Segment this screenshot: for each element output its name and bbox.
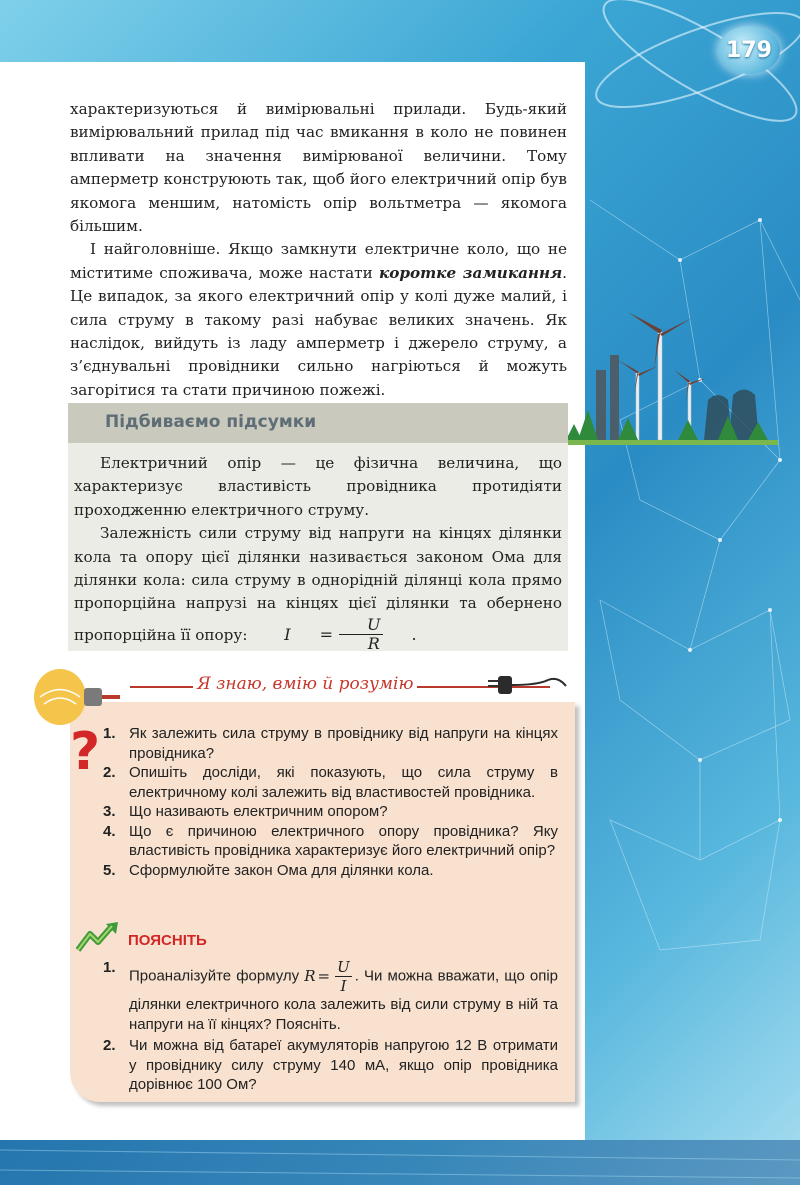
formula-denominator: I xyxy=(340,977,347,995)
paragraph-short-circuit-intro: І найголовніше. Якщо замкнути електричне коло, що не міститиме споживача, може настати xyxy=(70,240,567,282)
formula-numerator: U xyxy=(337,958,350,976)
list-item xyxy=(103,724,558,763)
summary-ohms-law-text: Залежність сили струму від напруги на кінцях ділянки кола та опору цієї ділянки називається законом Ома для ділянки кола: сила струму в однорідній ділянці кола прямо пропорційна напрузі на кінцях цієї ділянки та обернено пропорційна її опору: xyxy=(74,524,562,644)
term-short-circuit: коротке замикання xyxy=(378,263,563,282)
growth-chart-icon xyxy=(76,920,126,954)
formula-equals: = xyxy=(317,966,331,985)
explain-q1-text: . Чи можна вважати, що опір ділянки електричного кола залежить від сили струму в ній та напруги на її кінцях? Поясніть. xyxy=(129,967,559,1033)
explain-q2-text: Чи можна від батареї акумуляторів напругою 12 В отримати у провіднику силу струму 140 мА, якщо опір провідника дорівнює 100 Ом? xyxy=(129,1037,558,1093)
paragraph-measuring-instruments: характеризуються й вимірювальні прилади. Будь-який вимірювальний прилад під час вмикання в коло не повинен впливати на значення вимірюваної величини. Тому амперметр конструюють так, щоб його електричний опір був якомога меншим, натомість опір вольтметра — якомога більшим. xyxy=(70,100,567,236)
question-mark-icon: ? xyxy=(70,722,101,782)
list-item xyxy=(103,861,558,881)
explain-list xyxy=(103,958,558,1095)
paragraph-short-circuit xyxy=(70,238,567,402)
summary-ohms-law xyxy=(74,522,562,653)
explain-heading: ПОЯСНІТЬ xyxy=(128,932,207,949)
question-text: Сформулюйте закон Ома для ділянки кола. xyxy=(129,861,434,879)
summary-header xyxy=(68,403,568,443)
formula-lhs: R xyxy=(304,966,316,985)
formula-equals: = xyxy=(319,624,334,644)
list-item xyxy=(103,822,558,861)
resistance-formula xyxy=(304,958,355,995)
question-number: 5. xyxy=(103,861,116,879)
formula-fraction xyxy=(339,616,382,653)
question-number: 3. xyxy=(103,803,116,820)
page-number-badge xyxy=(718,26,780,74)
formula-lhs: I xyxy=(284,624,291,644)
paragraph-short-circuit-rest: . Це випадок, за якого електричний опір у колі дуже малий, і сила струму в такому разі набуває великих значень. Як наслідок, вийдуть із ладу амперметр і джерело струму, а з’єднувальні провідники сильно нагріються й можуть загорітися та стати причиною пожежі. xyxy=(70,263,567,399)
question-number: 1. xyxy=(103,725,116,742)
formula-numerator: U xyxy=(339,616,382,635)
self-check-title: Я знаю, вмію й розумію xyxy=(193,674,417,694)
list-item xyxy=(103,1036,558,1095)
question-text: Як залежить сила струму в провіднику від напруги на кінцях провідника? xyxy=(129,725,558,762)
summary-heading: Підбиваємо підсумки xyxy=(105,412,317,432)
question-number: 4. xyxy=(103,822,116,840)
question-number: 1. xyxy=(103,959,116,976)
question-text: Опишіть досліди, які показують, що сила струму в електричному колі залежить від властивостей провідника. xyxy=(129,764,558,801)
page-number: 179 xyxy=(726,37,772,63)
formula-fraction xyxy=(335,958,352,995)
formula-period: . xyxy=(411,624,417,644)
summary-text xyxy=(74,452,562,653)
question-text: Що є причиною електричного опору провідника? Яку властивість провідника характеризує його електричний опір? xyxy=(129,822,558,859)
formula-denominator: R xyxy=(367,633,380,653)
question-number: 2. xyxy=(103,764,116,781)
list-item xyxy=(103,763,558,802)
question-list xyxy=(103,724,558,880)
plug-icon xyxy=(488,672,568,702)
ohms-law-formula xyxy=(258,616,416,653)
list-item xyxy=(103,802,558,822)
question-number: 2. xyxy=(103,1037,116,1054)
question-text: Що називають електричним опором? xyxy=(129,803,388,820)
main-text xyxy=(70,98,567,402)
summary-resistance-definition: Електричний опір — це фізична величина, що характеризує властивість провідника протидіяти проходженню електричного струму. xyxy=(74,454,562,519)
list-item xyxy=(103,958,558,1034)
explain-q1-intro: Проаналізуйте формулу xyxy=(129,967,300,985)
